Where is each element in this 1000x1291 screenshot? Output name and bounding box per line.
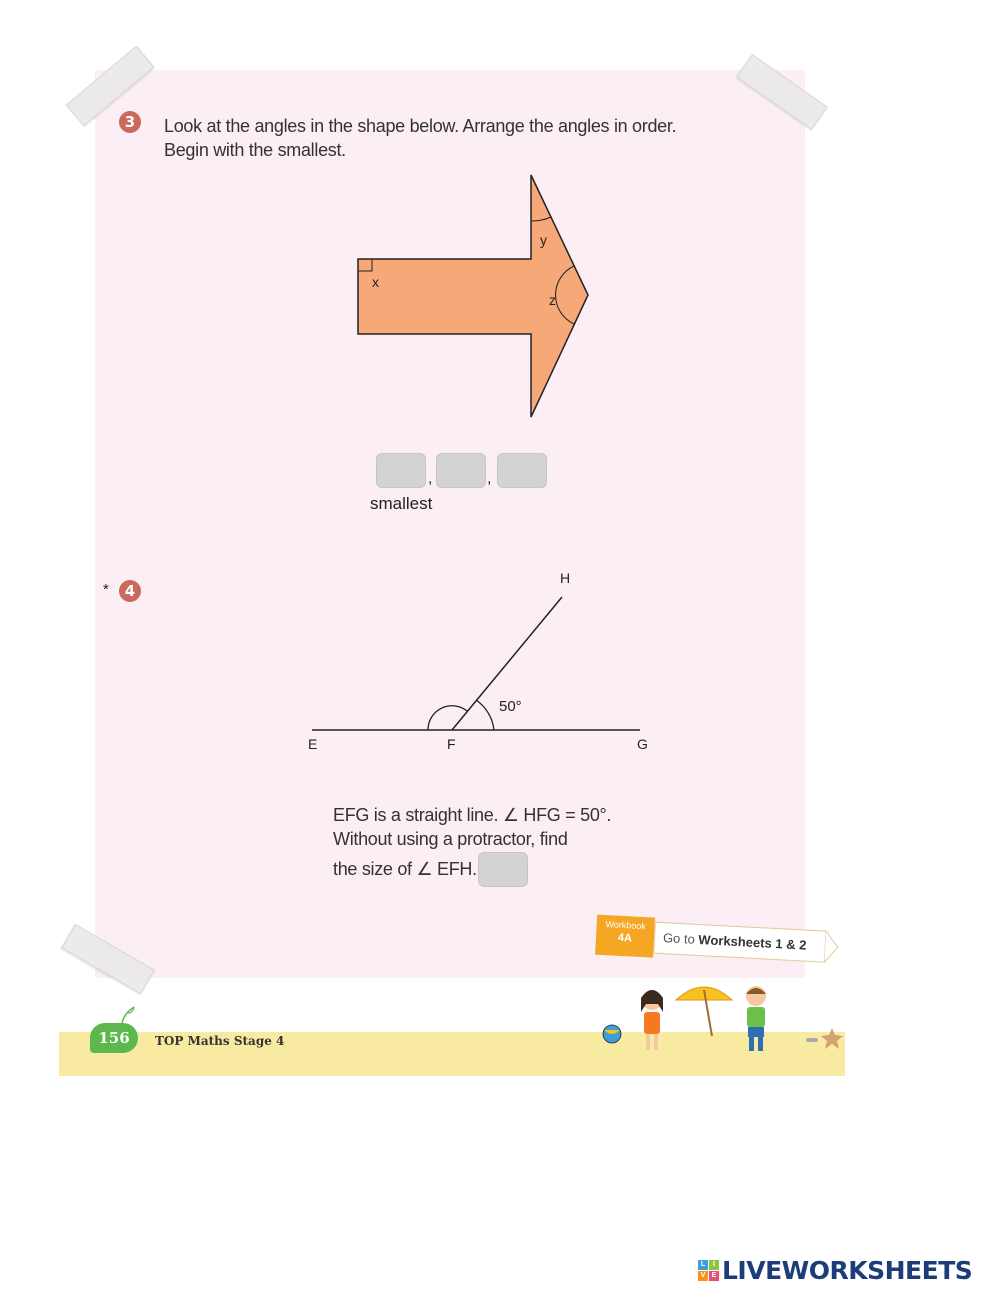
logo-letter-i: I bbox=[709, 1260, 719, 1270]
book-title: TOP Maths Stage 4 bbox=[155, 1034, 285, 1048]
liveworksheets-brand bbox=[698, 1255, 972, 1285]
beach-illustration bbox=[600, 980, 845, 1058]
point-g-label: G bbox=[637, 736, 648, 752]
smallest-label: smallest bbox=[370, 494, 433, 513]
question-4-number: 4 bbox=[119, 580, 141, 602]
point-f-label: F bbox=[447, 736, 456, 752]
point-e-label: E bbox=[308, 736, 318, 752]
worksheets-reference bbox=[653, 922, 826, 963]
question-4-text-line1: EFG is a straight line. ∠ HFG = 50°. bbox=[333, 805, 612, 825]
girl-figure-icon bbox=[641, 990, 663, 1050]
logo-letter-v: V bbox=[698, 1271, 708, 1281]
page-number-badge: 156 bbox=[90, 1023, 138, 1053]
beach-umbrella-icon bbox=[676, 987, 732, 1036]
answer-box-order-1[interactable] bbox=[376, 453, 426, 488]
order-separator-2: , bbox=[487, 470, 492, 487]
go-to-text: Go to bbox=[662, 930, 696, 947]
worksheets-target: Worksheets 1 & 2 bbox=[698, 931, 807, 953]
question-4-text-line2: Without using a protractor, find bbox=[333, 829, 568, 849]
question-3-text-line1: Look at the angles in the shape below. Arrange the angles in order. bbox=[164, 116, 677, 136]
liveworksheets-wordmark: LIVEWORKSHEETS bbox=[722, 1255, 973, 1285]
question-3-number: 3 bbox=[119, 111, 141, 133]
logo-letter-e: E bbox=[709, 1271, 719, 1281]
question-4-star: * bbox=[103, 581, 109, 598]
sprout-icon bbox=[118, 1003, 138, 1025]
question-4-text-line3: the size of ∠ EFH. bbox=[333, 859, 477, 879]
angle-hfg-label: 50° bbox=[499, 698, 522, 715]
boy-figure-icon bbox=[746, 986, 766, 1051]
answer-box-order-2[interactable] bbox=[436, 453, 486, 488]
logo-letter-l: L bbox=[698, 1260, 708, 1270]
angle-y-label: y bbox=[540, 232, 547, 248]
workbook-badge-top: Workbook bbox=[605, 919, 647, 932]
question-3-text-line2: Begin with the smallest. bbox=[164, 140, 346, 160]
tag-arrow-tip bbox=[824, 931, 840, 964]
liveworksheets-logo-icon bbox=[698, 1260, 719, 1281]
workbook-badge-bottom: 4A bbox=[617, 931, 633, 945]
order-separator-1: , bbox=[428, 470, 433, 487]
angle-z-label: z bbox=[549, 292, 556, 308]
workbook-badge bbox=[595, 915, 655, 958]
angle-x-label: x bbox=[372, 274, 379, 290]
arrow-shape-diagram bbox=[340, 165, 610, 430]
angle-hfg-arc bbox=[476, 700, 494, 730]
point-h-label: H bbox=[560, 570, 571, 586]
answer-box-angle-efh[interactable] bbox=[478, 852, 528, 887]
answer-box-order-3[interactable] bbox=[497, 453, 547, 488]
straight-line-angle-diagram bbox=[300, 565, 670, 760]
starfish-icon bbox=[806, 1028, 843, 1049]
